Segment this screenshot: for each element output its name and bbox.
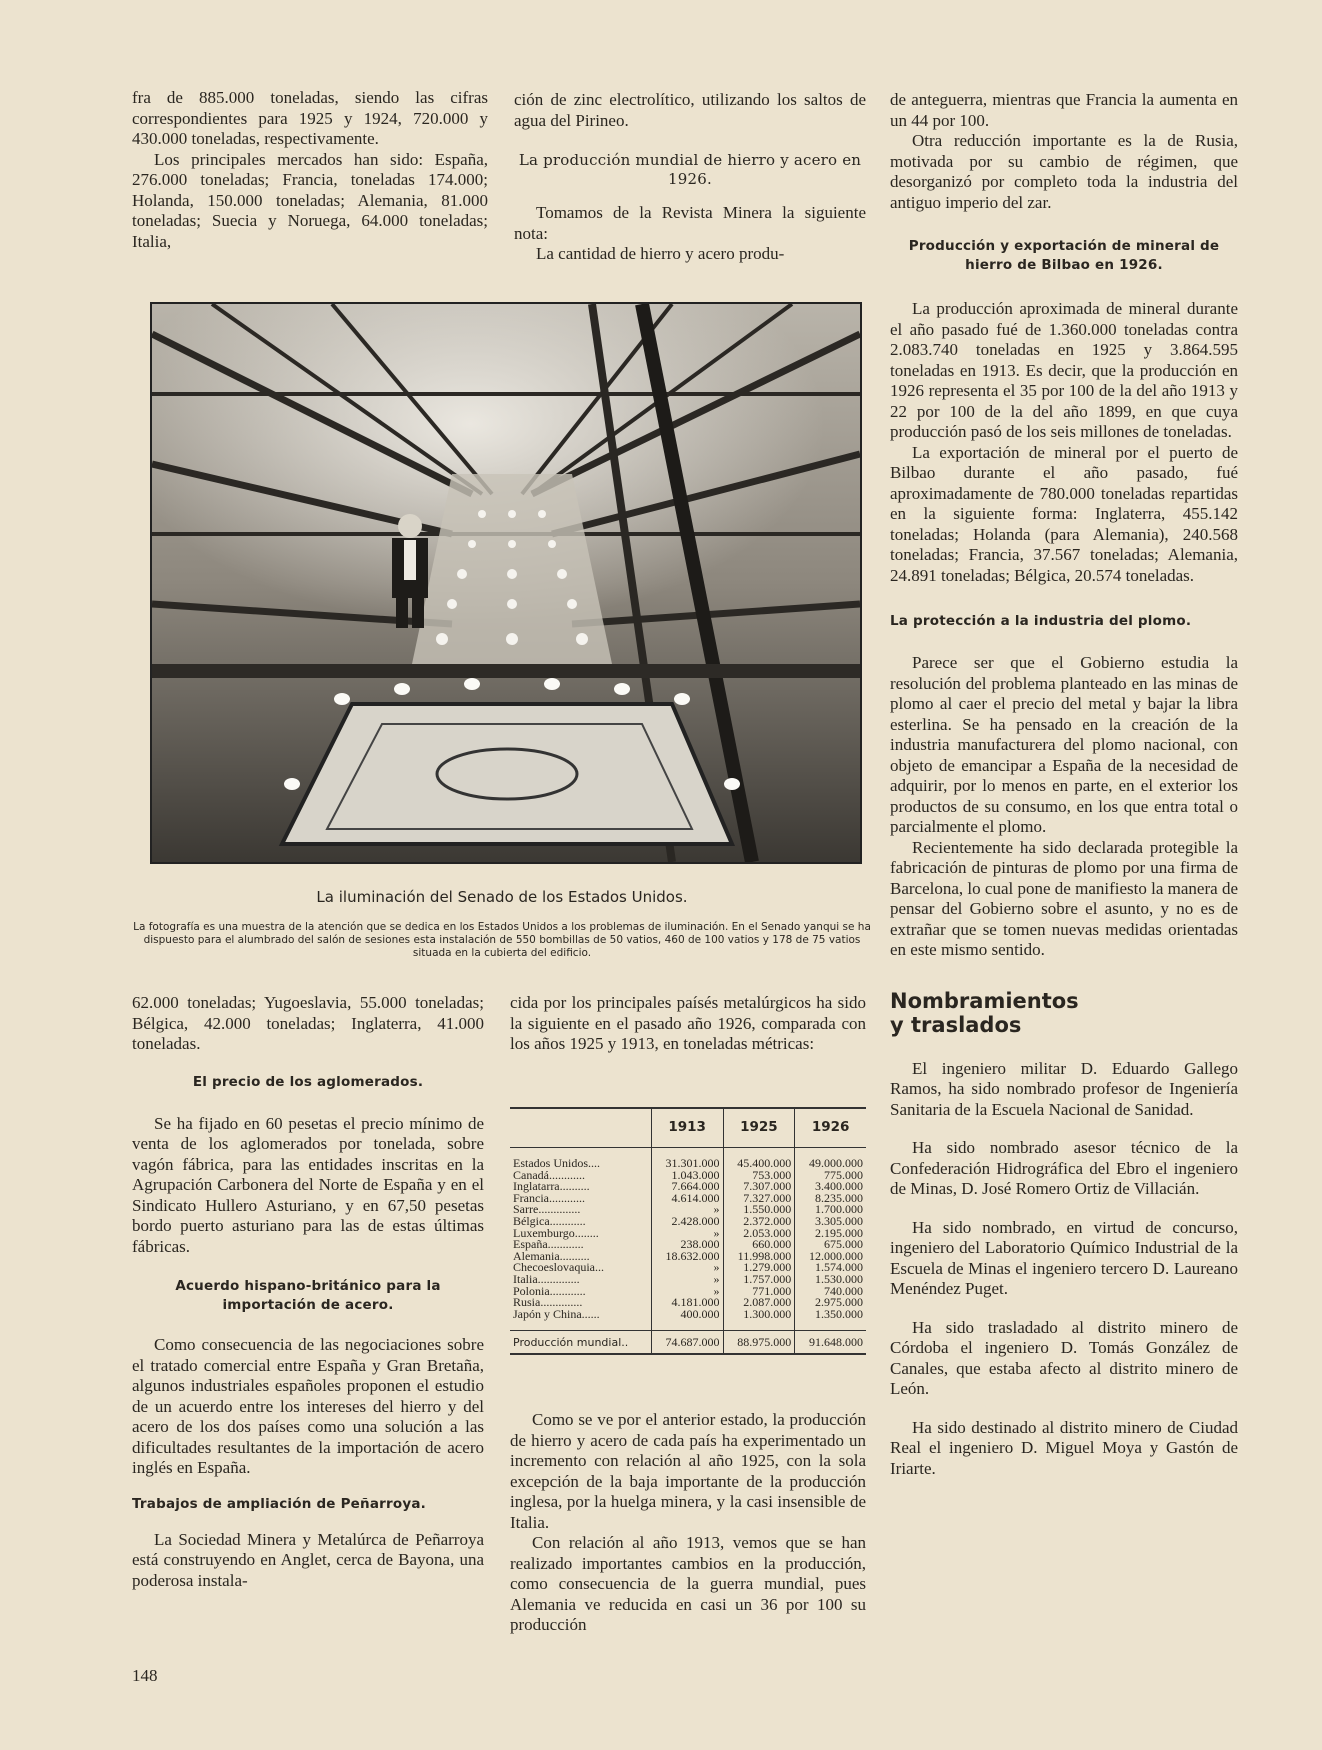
paragraph: Recientemente ha sido declarada protegible la fabricación de pinturas de plomo por una firma de Barcelona, lo cual pone de manifiesto la manera de pensar del Gobierno sobre el asunto, y no es de extrañar que se tomen nuevas medidas orientadas en este mismo sentido. <box>890 837 1238 959</box>
value-cell: » <box>651 1286 723 1298</box>
value-cell: 740.000 <box>795 1286 866 1298</box>
section-heading: La protección a la industria del plomo. <box>890 613 1192 629</box>
section-title <box>890 989 1238 1037</box>
value-cell: 31.301.000 <box>651 1158 723 1170</box>
paragraph: La exportación de mineral por el puerto de Bilbao durante el año pasado, fué aproximadamente de 780.000 toneladas repartidas en la siguiente forma: Inglaterra, 455.142 toneladas; Holanda (para Alemania), 240.568 toneladas; Francia, 37.567 toneladas; Alemania, 24.891 toneladas; Bélgica, 20.574 toneladas. <box>890 442 1238 585</box>
total-value: 88.975.000 <box>723 1331 795 1355</box>
value-cell: 660.000 <box>723 1239 795 1251</box>
section-heading: Trabajos de ampliación de Peñarroya. <box>132 1495 426 1512</box>
table-header: 1913 <box>651 1108 723 1148</box>
value-cell: 1.350.000 <box>795 1309 866 1321</box>
value-cell: 753.000 <box>723 1170 795 1182</box>
value-cell: » <box>651 1204 723 1216</box>
value-cell: 1.700.000 <box>795 1204 866 1216</box>
column-2-bottom-cont <box>510 1410 866 1636</box>
country-cell: Canadá............ <box>513 1167 585 1182</box>
value-cell: » <box>651 1228 723 1240</box>
paragraph: Como se ve por el anterior estado, la producción de hierro y acero de cada país ha experimentado un incremento con relación al año 1925, con la sola excepción de la baja importante de la producción inglesa, por la huelga minera, y la casi insensible de Italia. <box>510 1410 866 1532</box>
section-heading: Acuerdo hispano-británico para la importación de acero. <box>175 1278 441 1313</box>
column-1-bottom <box>132 993 484 1591</box>
column-2-top <box>514 90 866 265</box>
paragraph: La Sociedad Minera y Metalúrca de Peñarroya está construyendo en Anglet, cerca de Bayona, una poderosa instala- <box>132 1529 484 1590</box>
value-cell: 1.279.000 <box>723 1262 795 1274</box>
value-cell: 18.632.000 <box>651 1251 723 1263</box>
value-cell: 675.000 <box>795 1239 866 1251</box>
value-cell: » <box>651 1274 723 1286</box>
country-cell: Checoeslovaquia... <box>513 1260 604 1275</box>
paragraph: Otra reducción importante es la de Rusia, motivada por su cambio de régimen, que desorganizó por completo toda la industria del antiguo imperio del zar. <box>890 131 1238 212</box>
country-cell: Italia.............. <box>513 1271 580 1286</box>
appointment-paragraph: Ha sido nombrado asesor técnico de la Confederación Hidrográfica del Ebro el ingeniero de Minas, D. José Romero Ortiz de Villacián. <box>890 1138 1238 1198</box>
value-cell: 771.000 <box>723 1286 795 1298</box>
country-cell: Rusia.............. <box>513 1295 583 1310</box>
country-cell: Polonia............ <box>513 1283 586 1298</box>
country-cell: Inglatarra.......... <box>513 1179 590 1194</box>
photo-caption-text: La fotografía es una muestra de la atención que se dedica en los Estados Unidos a los problemas de iluminación. En el Senado yanqui se ha dispuesto para el alumbrado del salón de sesiones esta instalación de 550 bombillas de 50 vatios, 460 de 100 vatios y 178 de 75 vatios situada en la cubierta del edificio. <box>133 921 871 959</box>
country-cell: Bélgica............ <box>513 1213 586 1228</box>
value-cell: 3.305.000 <box>795 1216 866 1228</box>
value-cell: 11.998.000 <box>723 1251 795 1263</box>
country-cell: España............ <box>513 1237 584 1252</box>
value-cell: 3.400.000 <box>795 1181 866 1193</box>
value-cell: 1.574.000 <box>795 1262 866 1274</box>
paragraph: La cantidad de hierro y acero produ- <box>536 244 785 263</box>
value-cell: 2.372.000 <box>723 1216 795 1228</box>
appointment-paragraph: Ha sido destinado al distrito minero de Ciudad Real el ingeniero D. Miguel Moya y Gastón de Iriarte. <box>890 1417 1238 1478</box>
section-title-line: y traslados <box>890 1012 1022 1037</box>
appointment-paragraph: Ha sido trasladado al distrito minero de Córdoba el ingeniero D. Tomás González de Canales, que estaba afecto al distrito minero de León. <box>890 1317 1238 1398</box>
column-2-bottom <box>510 993 866 1055</box>
country-cell: Estados Unidos.... <box>513 1156 600 1170</box>
value-cell: 775.000 <box>795 1170 866 1182</box>
column-1-top <box>132 88 488 252</box>
value-cell: 4.181.000 <box>651 1297 723 1309</box>
paragraph: La producción aproximada de mineral durante el año pasado fué de 1.360.000 toneladas contra 2.083.740 toneladas en 1925 y 3.864.595 toneladas en 1913. Es decir, que la producción en 1926 representa el 35 por 100 de la del año 1913 y 22 por 100 de la del año 1899, en que cuya producción pasó de los seis millones de toneladas. <box>890 299 1238 441</box>
paragraph: fra de 885.000 toneladas, siendo las cifras correspondientes para 1925 y 1924, 720.000 y 430.000 toneladas, respectivamente. <box>132 88 488 148</box>
production-table <box>510 1107 866 1355</box>
value-cell: 1.043.000 <box>651 1170 723 1182</box>
section-heading: Producción y exportación de mineral de hierro de Bilbao en 1926. <box>908 238 1220 273</box>
paragraph: Tomamos de la Revista Minera la siguiente nota: <box>514 203 866 243</box>
photo-illustration <box>152 304 860 862</box>
table-header-row <box>510 1108 866 1148</box>
paragraph: Parece ser que el Gobierno estudia la resolución del problema planteado en las minas de plomo al caer el precio del metal y bajar la libra esterlina. Se ha pensado en la creación de la industria manufacturera del plomo nacional, con objeto de emancipar a España de la necesidad de adquirir, por lo menos en parte, en el exterior los productos de su consumo, en los que entra total o parcialmente el plomo. <box>890 653 1238 836</box>
section-title-line: Nombramientos <box>890 988 1079 1013</box>
appointment-paragraph: Ha sido nombrado, en virtud de concurso, ingeniero del Laboratorio Químico Industrial de la Escuela de Minas el ingeniero tercero D. Laureano Menéndez Puget. <box>890 1217 1238 1298</box>
value-cell: 1.530.000 <box>795 1274 866 1286</box>
value-cell: 1.550.000 <box>723 1204 795 1216</box>
value-cell: 1.300.000 <box>723 1309 795 1321</box>
section-heading: El precio de los aglomerados. <box>192 1073 424 1090</box>
paragraph: Los principales mercados han sido: España, 276.000 toneladas; Francia, toneladas 174.000; Holanda, 150.000 toneladas; Alemania, 81.000 toneladas; Suecia y Noruega, 64.000 toneladas; Italia, <box>132 149 488 251</box>
value-cell: 8.235.000 <box>795 1193 866 1205</box>
value-cell: 2.195.000 <box>795 1228 866 1240</box>
country-cell: Alemania.......... <box>513 1248 590 1263</box>
table-total-row <box>510 1331 866 1355</box>
photo-caption-title: La iluminación del Senado de los Estados Unidos. <box>316 888 688 906</box>
country-cell: Francia............ <box>513 1190 585 1205</box>
value-cell: 238.000 <box>651 1239 723 1251</box>
total-label: Producción mundial.. <box>513 1335 629 1349</box>
value-cell: 7.307.000 <box>723 1181 795 1193</box>
section-heading: La producción mundial de hierro y acero en 1926. <box>518 151 862 188</box>
value-cell: 45.400.000 <box>723 1158 795 1170</box>
table-header: 1926 <box>795 1108 866 1148</box>
paragraph: 62.000 toneladas; Yugoeslavia, 55.000 toneladas; Bélgica, 42.000 toneladas; Inglaterra, 41.000 toneladas. <box>132 993 484 1053</box>
value-cell: 7.664.000 <box>651 1181 723 1193</box>
senate-lighting-photo <box>150 302 862 864</box>
total-value: 91.648.000 <box>795 1331 866 1355</box>
paragraph: Se ha fijado en 60 pesetas el precio mínimo de venta de los aglomerados por tonelada, sobre vagón fábrica, para las entidades inscritas en la Agrupación Carbonera del Norte de España y en el Sindicato Hullero Asturiano, y en 67,50 pesetas bordo puerto asturiano para las de estas últimas fábricas. <box>132 1113 484 1256</box>
value-cell: 2.975.000 <box>795 1297 866 1309</box>
table-row <box>510 1309 866 1321</box>
country-cell: Japón y China...... <box>513 1306 600 1321</box>
value-cell: » <box>651 1262 723 1274</box>
paragraph: ción de zinc electrolítico, utilizando los saltos de agua del Pirineo. <box>514 90 866 130</box>
country-cell: Sarre.............. <box>513 1202 581 1217</box>
value-cell: 2.053.000 <box>723 1228 795 1240</box>
value-cell: 2.087.000 <box>723 1297 795 1309</box>
value-cell: 1.757.000 <box>723 1274 795 1286</box>
table-header: 1925 <box>723 1108 795 1148</box>
paragraph: Con relación al año 1913, vemos que se han realizado importantes cambios en la producción, como consecuencia de la guerra mundial, pues Alemania ve reducida en casi un 36 por 100 su producción <box>510 1533 866 1634</box>
total-value: 74.687.000 <box>651 1331 723 1355</box>
value-cell: 49.000.000 <box>795 1158 866 1170</box>
value-cell: 2.428.000 <box>651 1216 723 1228</box>
country-cell: Luxemburgo........ <box>513 1225 599 1240</box>
value-cell: 400.000 <box>651 1309 723 1321</box>
page-number: 148 <box>132 1666 158 1685</box>
paragraph: Como consecuencia de las negociaciones sobre el tratado comercial entre España y Gran Bretaña, algunos industriales españoles proponen el estudio de un acuerdo entre los intereses del hierro y del acero de los dos países como una solución a las dificultades resultantes de la importación de acero inglés en España. <box>132 1335 484 1477</box>
paragraph: cida por los principales paísés metalúrgicos ha sido la siguiente en el pasado año 1926, comparada con los años 1925 y 1913, en toneladas métricas: <box>510 993 866 1053</box>
value-cell: 12.000.000 <box>795 1251 866 1263</box>
value-cell: 7.327.000 <box>723 1193 795 1205</box>
column-3 <box>890 90 1238 1479</box>
value-cell: 4.614.000 <box>651 1193 723 1205</box>
paragraph: de anteguerra, mientras que Francia la aumenta en un 44 por 100. <box>890 90 1238 130</box>
appointment-paragraph: El ingeniero militar D. Eduardo Gallego Ramos, ha sido nombrado profesor de Ingeniería Sanitaria de la Escuela Nacional de Sanidad. <box>890 1058 1238 1119</box>
